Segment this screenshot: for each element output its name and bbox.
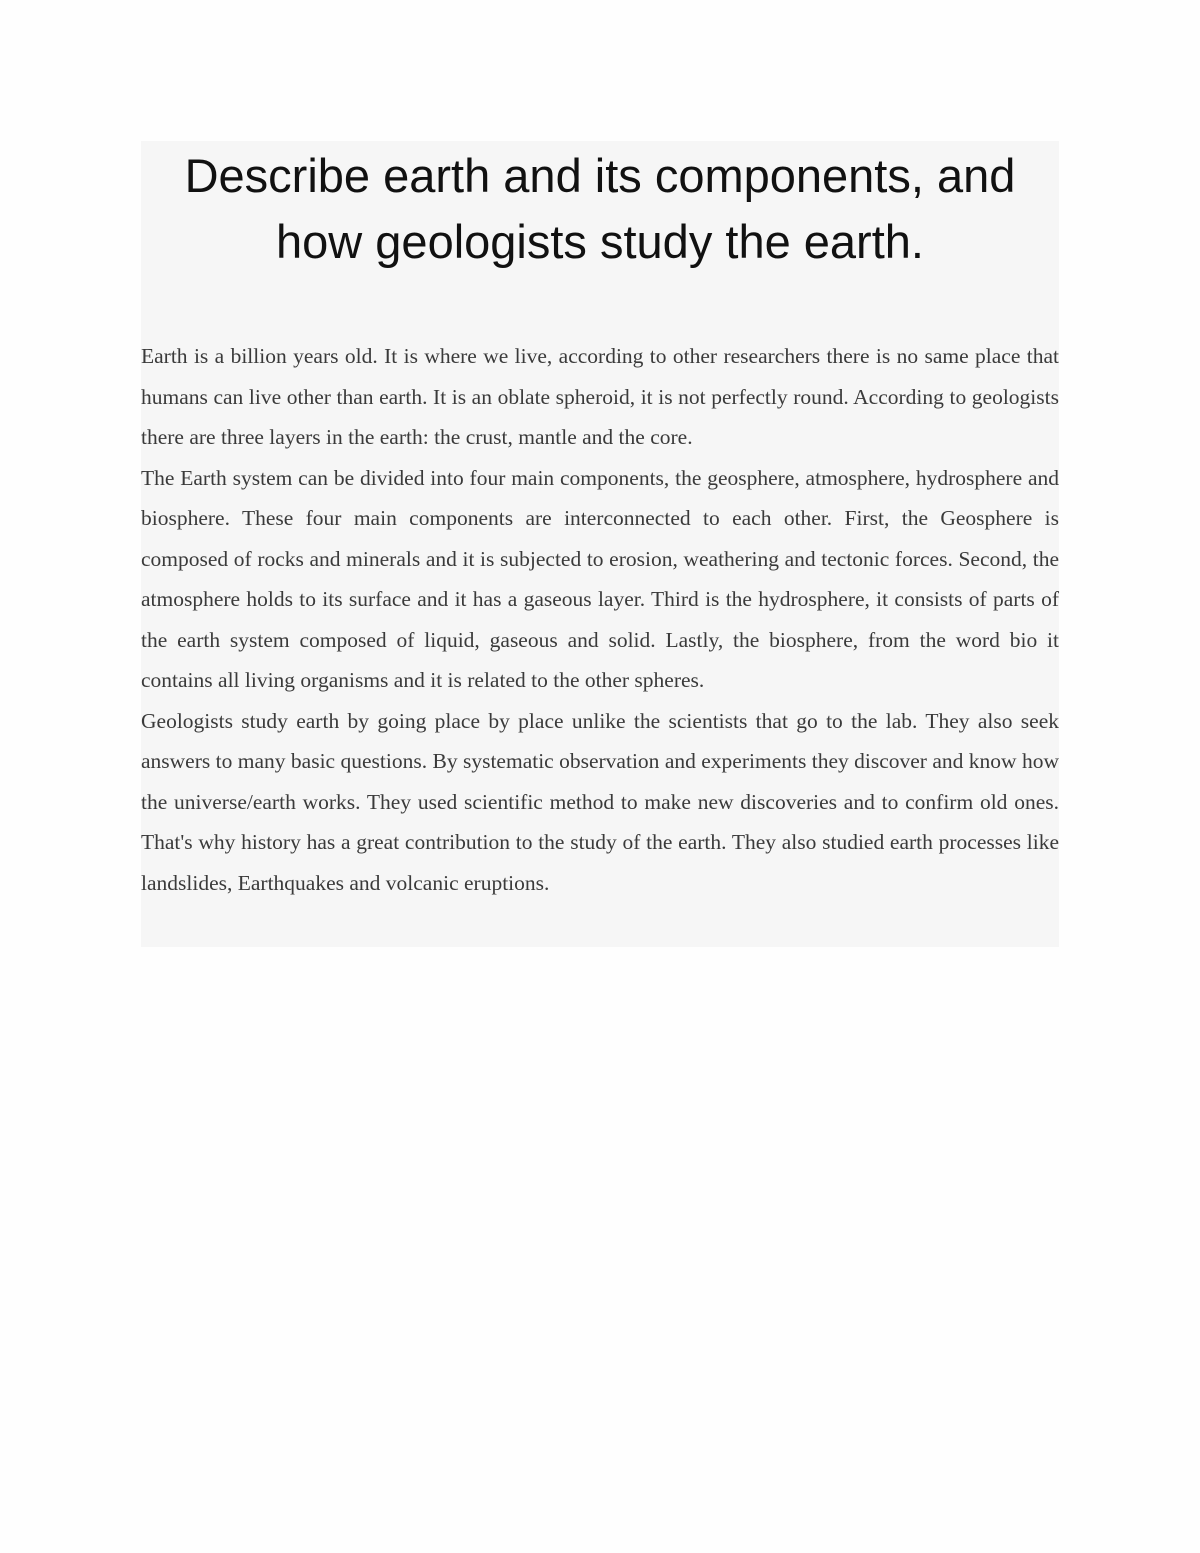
document-title xyxy=(141,141,1059,275)
title-line-1: Describe earth and its components, and xyxy=(184,149,1016,202)
paragraph-earth-overview: Earth is a billion years old. It is where we live, according to other researchers there is no same place that humans can live other than earth. It is an oblate spheroid, it is not perfectly round. According to geologists there are three layers in the earth: the crust, mantle and the core. xyxy=(141,344,1059,449)
document-body xyxy=(141,336,1059,903)
content-block xyxy=(141,141,1059,947)
paragraph-geologists-study: Geologists study earth by going place by place unlike the scientists that go to the lab. They also seek answers to many basic questions. By systematic observation and experiments they discover and know how the universe/earth works. They used scientific method to make new discoveries and to confirm old ones. That's why history has a great contribution to the study of the earth. They also studied earth processes like landslides, Earthquakes and volcanic eruptions. xyxy=(141,708,1059,895)
paragraph-earth-components: The Earth system can be divided into four main components, the geosphere, atmosphere, hydrosphere and biosphere. These four main components are interconnected to each other. First, the Geosphere is composed of rocks and minerals and it is subjected to erosion, weathering and tectonic forces. Second, the atmosphere holds to its surface and it has a gaseous layer. Third is the hydrosphere, it consists of parts of the earth system composed of liquid, gaseous and solid. Lastly, the biosphere, from the word bio it contains all living organisms and it is related to the other spheres. xyxy=(141,465,1059,692)
title-line-2: how geologists study the earth. xyxy=(276,215,924,268)
